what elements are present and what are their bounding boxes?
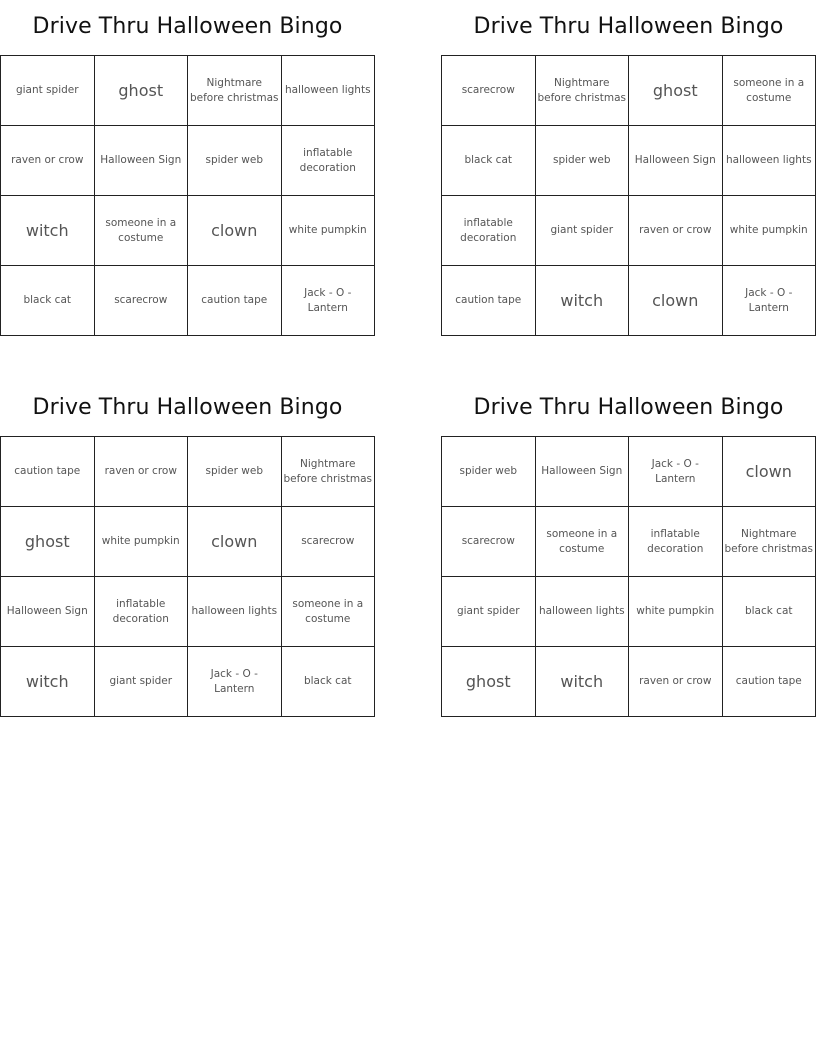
bingo-cell: Nightmare before christmas	[723, 507, 816, 577]
bingo-cell: witch	[536, 647, 630, 717]
bingo-cell: white pumpkin	[723, 196, 816, 266]
bingo-cell: raven or crow	[629, 647, 723, 717]
bingo-cell: someone in a costume	[536, 507, 630, 577]
bingo-cell: Jack - O - Lantern	[723, 266, 816, 336]
bingo-cell: white pumpkin	[95, 507, 189, 577]
bingo-card-title: Drive Thru Halloween Bingo	[473, 14, 784, 39]
bingo-cell: black cat	[723, 577, 816, 647]
bingo-cell: scarecrow	[442, 507, 536, 577]
bingo-grid	[441, 436, 816, 717]
bingo-cell: giant spider	[536, 196, 630, 266]
bingo-cell: Halloween Sign	[1, 577, 95, 647]
bingo-cell: spider web	[536, 126, 630, 196]
bingo-cell: clown	[188, 196, 282, 266]
bingo-cell: clown	[723, 437, 816, 507]
bingo-cell: Jack - O - Lantern	[282, 266, 376, 336]
bingo-cell: black cat	[442, 126, 536, 196]
bingo-cell: spider web	[188, 437, 282, 507]
bingo-cell: black cat	[282, 647, 376, 717]
bingo-cell: witch	[536, 266, 630, 336]
bingo-cell: Jack - O - Lantern	[629, 437, 723, 507]
bingo-cell: witch	[1, 647, 95, 717]
bingo-cell: Halloween Sign	[629, 126, 723, 196]
bingo-cell: Halloween Sign	[536, 437, 630, 507]
bingo-cell: white pumpkin	[629, 577, 723, 647]
bingo-cell: giant spider	[442, 577, 536, 647]
bingo-cell: halloween lights	[723, 126, 816, 196]
bingo-cell: caution tape	[188, 266, 282, 336]
bingo-cell: Nightmare before christmas	[282, 437, 376, 507]
bingo-cell: inflatable decoration	[282, 126, 376, 196]
bingo-cell: someone in a costume	[723, 56, 816, 126]
bingo-cell: scarecrow	[282, 507, 376, 577]
bingo-cell: ghost	[95, 56, 189, 126]
bingo-cell: inflatable decoration	[95, 577, 189, 647]
bingo-cell: scarecrow	[442, 56, 536, 126]
bingo-cell: Jack - O - Lantern	[188, 647, 282, 717]
bingo-cell: halloween lights	[282, 56, 376, 126]
bingo-cell: spider web	[188, 126, 282, 196]
bingo-cell: witch	[1, 196, 95, 266]
bingo-cell: Halloween Sign	[95, 126, 189, 196]
bingo-card-title: Drive Thru Halloween Bingo	[473, 395, 784, 420]
bingo-grid	[441, 55, 816, 336]
bingo-cell: raven or crow	[95, 437, 189, 507]
bingo-cell: halloween lights	[188, 577, 282, 647]
bingo-cell: black cat	[1, 266, 95, 336]
bingo-cell: ghost	[442, 647, 536, 717]
bingo-cell: inflatable decoration	[629, 507, 723, 577]
bingo-cell: white pumpkin	[282, 196, 376, 266]
bingo-cell: ghost	[1, 507, 95, 577]
bingo-cell: caution tape	[1, 437, 95, 507]
bingo-cell: Nightmare before christmas	[188, 56, 282, 126]
bingo-cell: inflatable decoration	[442, 196, 536, 266]
bingo-card-title: Drive Thru Halloween Bingo	[32, 395, 343, 420]
bingo-cell: someone in a costume	[95, 196, 189, 266]
bingo-cell: Nightmare before christmas	[536, 56, 630, 126]
bingo-cell: raven or crow	[1, 126, 95, 196]
bingo-cell: ghost	[629, 56, 723, 126]
bingo-cell: raven or crow	[629, 196, 723, 266]
bingo-grid	[0, 436, 375, 717]
bingo-cell: spider web	[442, 437, 536, 507]
bingo-cell: scarecrow	[95, 266, 189, 336]
bingo-cell: caution tape	[723, 647, 816, 717]
bingo-cell: halloween lights	[536, 577, 630, 647]
bingo-cell: caution tape	[442, 266, 536, 336]
bingo-cell: giant spider	[1, 56, 95, 126]
bingo-cell: clown	[629, 266, 723, 336]
bingo-card-title: Drive Thru Halloween Bingo	[32, 14, 343, 39]
bingo-cell: clown	[188, 507, 282, 577]
bingo-grid	[0, 55, 375, 336]
bingo-cell: giant spider	[95, 647, 189, 717]
bingo-cell: someone in a costume	[282, 577, 376, 647]
